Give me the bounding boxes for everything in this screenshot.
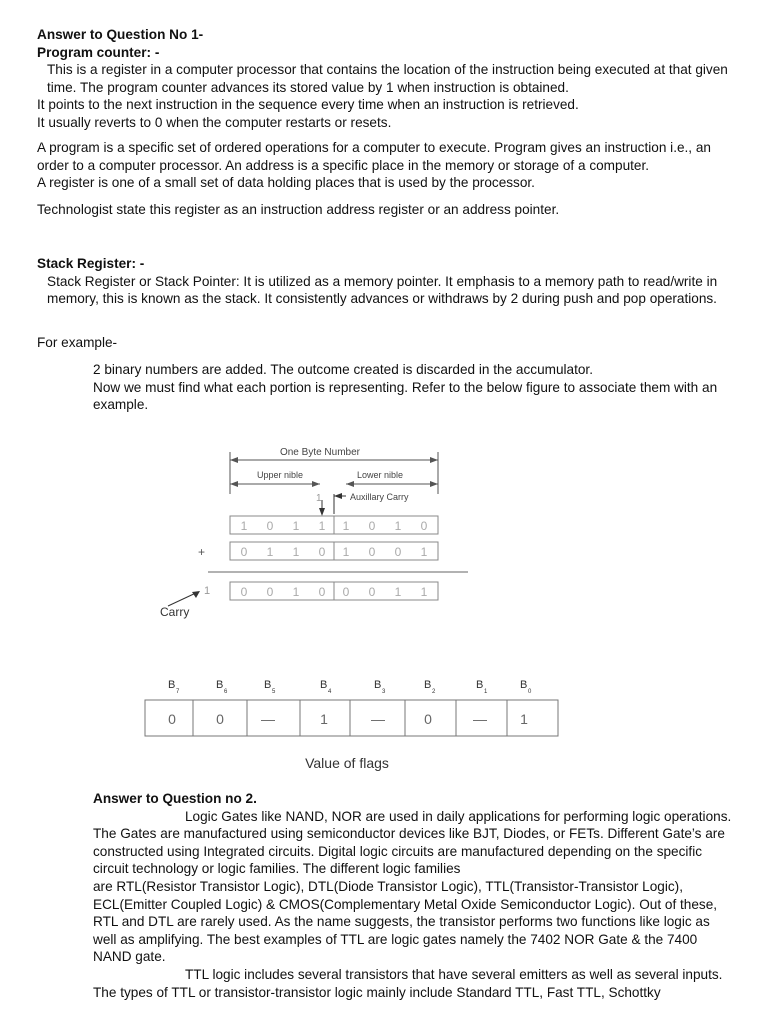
byte-arrow-right-head <box>430 457 438 463</box>
program-definition-text: A program is a specific set of ordered operations for a computer to execute. Program gives an instruction i.e., an order to a computer processor. An address is a specific place in the memory or storage of a computer. <box>37 140 711 173</box>
lower-arrow-right-head <box>430 481 438 487</box>
q2-paragraph-1-first: Logic Gates like NAND, NOR are used in daily applications for performing logic operations. The Gates are manufactured using semiconductor devices like BJT, Diodes, or FETs. Different Gate’s are constructed using Integrated circuits. Digital logic circuits are manufactured depending on the specific circuit technology or logic families. The different logic families <box>93 808 732 877</box>
bit-digit: 1 <box>318 519 326 533</box>
upper-arrow-left-head <box>230 481 238 487</box>
stack-register-text: Stack Register or Stack Pointer: It is utilized as a memory pointer. It emphasis to a memory path to read/write in memory, this is known as the stack. It consistently advances or withdraws by 2 during push and pop operations. <box>47 273 718 307</box>
bit-digit: 0 <box>318 545 326 559</box>
flag-name-subscript: 2 <box>432 689 436 695</box>
pc-line-3: It usually reverts to 0 when the computer restarts or resets. <box>37 114 392 130</box>
flag-value: 1 <box>320 711 328 727</box>
aux-carry-label: Auxillary Carry <box>350 492 409 502</box>
q2-paragraph-1 <box>93 808 733 878</box>
byte-arrow-left-head <box>230 457 238 463</box>
lower-arrow-left-head <box>346 481 354 487</box>
flag-name-label: B <box>374 679 382 691</box>
bit-digit: 1 <box>394 519 402 533</box>
flag-name-label: B <box>424 679 432 691</box>
carry-bit: 1 <box>204 585 211 597</box>
register-definition-text: A register is one of a small set of data holding places that is used by the processor. <box>37 175 535 191</box>
bit-digit: 0 <box>266 519 274 533</box>
stack-register-title: Stack Register: - <box>37 256 145 271</box>
bit-digit: 0 <box>368 545 376 559</box>
bit-digit: 0 <box>368 519 376 533</box>
bit-rows <box>230 516 438 600</box>
bit-digit: 1 <box>292 545 300 559</box>
q1-header-block <box>37 26 737 132</box>
carry-label: Carry <box>160 605 190 619</box>
bit-digit: 0 <box>342 585 350 599</box>
bit-digit: 1 <box>420 545 428 559</box>
bit-digit: 1 <box>420 585 428 599</box>
program-counter-title: Program counter: - <box>37 44 160 60</box>
flag-name-subscript: 1 <box>484 689 488 695</box>
flag-names <box>168 679 532 695</box>
bit-digit: 1 <box>266 545 274 559</box>
flag-name-label: B <box>168 679 176 691</box>
aux-carry-pointer-head <box>334 493 342 499</box>
flag-value: 0 <box>216 711 224 727</box>
q2-paragraph-1-rest: are RTL(Resistor Transistor Logic), DTL(Diode Transistor Logic), TTL(Transistor-Transistor Logic), ECL(Emitter Coupled Logic) & CMOS(Complementary Metal Oxide Semiconductor Logic). Out of these, RTL and DTL are rarely used. As the name suggests, the transistor performs two functions like logic as well as amplifying. The best examples of TTL are logic gates namely the 7402 NOR Gate & the 7400 NAND gate. <box>93 878 718 965</box>
flag-name-subscript: 4 <box>328 689 332 695</box>
flag-value: — <box>261 711 275 727</box>
bit-digit: 1 <box>292 519 300 533</box>
bit-digit: 1 <box>342 545 350 559</box>
flag-value: — <box>371 711 385 727</box>
flag-cells <box>168 700 528 736</box>
flag-name-label: B <box>264 679 272 691</box>
flag-register-outline <box>145 700 558 736</box>
bit-digit: 0 <box>420 519 428 533</box>
flag-name-label: B <box>216 679 224 691</box>
upper-nible-label: Upper nible <box>256 470 304 480</box>
example-label: For example- <box>37 335 118 350</box>
bit-digit: 0 <box>240 585 248 599</box>
bit-digit: 1 <box>394 585 402 599</box>
bit-digit: 0 <box>318 585 326 599</box>
flag-name-label: B <box>520 679 528 691</box>
address-pointer-paragraph <box>37 201 737 219</box>
example-line-2: Now we must find what each portion is representing. Refer to the below figure to associate them with an example. <box>93 379 718 413</box>
flag-name-subscript: 7 <box>176 689 180 695</box>
pc-line-1: This is a register in a computer processor that contains the location of the instruction being executed at that given time. The program counter advances its stored value by 1 when instruction is obtained. <box>47 62 728 95</box>
example-label-block <box>37 334 737 352</box>
flag-values-figure <box>140 672 570 776</box>
example-line-1: 2 binary numbers are added. The outcome created is discarded in the accumulator. <box>93 362 593 377</box>
flag-value: — <box>473 711 487 727</box>
flag-name-subscript: 6 <box>224 689 228 695</box>
flag-name-subscript: 0 <box>528 689 532 695</box>
bit-digit: 0 <box>394 545 402 559</box>
flag-name-label: B <box>476 679 484 691</box>
bit-digit: 0 <box>240 545 248 559</box>
plus-sign: + <box>198 545 206 559</box>
aux-carry-down-head <box>319 508 325 516</box>
address-pointer-text: Technologist state this register as an instruction address register or an address pointer. <box>37 202 560 217</box>
binary-addition-figure <box>150 436 480 626</box>
q2-paragraph-2 <box>93 966 733 1001</box>
flag-name-subscript: 3 <box>382 689 386 695</box>
flag-value: 1 <box>520 711 528 727</box>
program-definition-paragraph <box>37 139 737 192</box>
flag-value: 0 <box>168 711 176 727</box>
q1-heading: Answer to Question No 1- <box>37 27 204 42</box>
q2-heading: Answer to Question no 2. <box>93 791 257 806</box>
pc-line-2: It points to the next instruction in the sequence every time when an instruction is retrieved. <box>37 97 579 113</box>
bit-digit: 1 <box>240 519 248 533</box>
value-of-flags-caption: Value of flags <box>305 755 389 771</box>
bit-digit: 0 <box>266 585 274 599</box>
flag-name-label: B <box>320 679 328 691</box>
one-byte-label: One Byte Number <box>279 447 361 458</box>
bit-digit: 1 <box>292 585 300 599</box>
stack-register-block <box>37 255 737 308</box>
example-text-block <box>93 361 733 414</box>
bit-digit: 0 <box>368 585 376 599</box>
flag-value: 0 <box>424 711 432 727</box>
q2-paragraph-2-text: TTL logic includes several transistors that have several emitters as well as several inputs. The types of TTL or transistor-transistor logic mainly include Standard TTL, Fast TTL, Schottky <box>93 966 723 1000</box>
flag-name-subscript: 5 <box>272 689 276 695</box>
q2-block <box>93 790 733 1001</box>
upper-arrow-right-head <box>312 481 320 487</box>
aux-carry-bit: 1 <box>316 493 322 504</box>
bit-digit: 1 <box>342 519 350 533</box>
lower-nible-label: Lower nible <box>356 470 404 480</box>
